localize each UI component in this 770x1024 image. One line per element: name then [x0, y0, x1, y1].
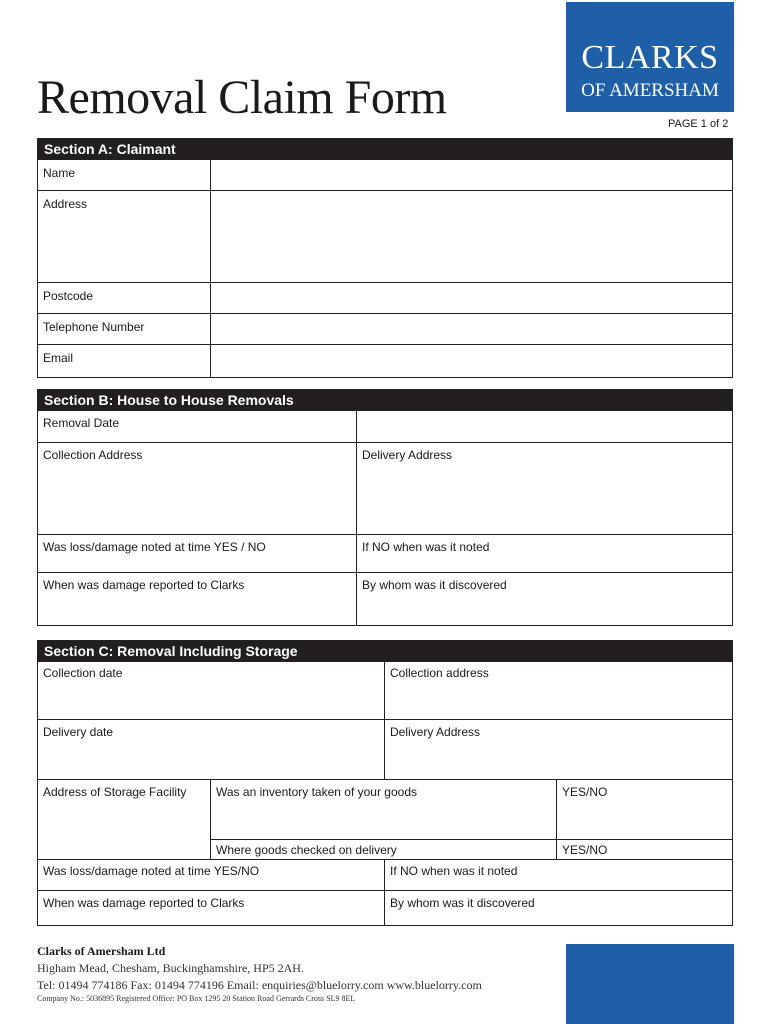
delivery-address-field[interactable] [385, 720, 732, 779]
collection-date-label: Collection date [43, 666, 123, 680]
telephone-label: Telephone Number [43, 320, 145, 334]
reported-field[interactable] [38, 573, 356, 625]
collection-address-field[interactable] [385, 662, 732, 719]
postcode-label: Postcode [43, 289, 94, 303]
loss-noted-label: Was loss/damage noted at time YES/NO [43, 864, 260, 878]
postcode-field[interactable] [210, 283, 732, 313]
email-field[interactable] [210, 345, 732, 376]
section-a-claimant [37, 138, 733, 378]
logo-text-clarks: CLARKS [581, 39, 719, 76]
discovered-field[interactable] [385, 891, 732, 925]
if-no-label: If NO when was it noted [362, 540, 490, 554]
loss-noted-field[interactable] [38, 535, 356, 572]
delivery-date-field[interactable] [38, 720, 384, 779]
reported-field[interactable] [38, 891, 384, 925]
address-field[interactable] [210, 191, 732, 282]
footer-address: Higham Mead, Chesham, Buckinghamshire, HP5 2AH. [37, 961, 304, 975]
delivery-date-label: Delivery date [43, 725, 114, 739]
if-no-field[interactable] [385, 860, 732, 890]
if-no-label: If NO when was it noted [390, 864, 518, 878]
checked-yesno-field[interactable] [557, 840, 732, 859]
footer-company-name: Clarks of Amersham Ltd [37, 944, 166, 958]
removal-date-field[interactable] [38, 411, 356, 442]
collection-address-label: Collection Address [43, 448, 143, 462]
checked-label: Where goods checked on delivery [216, 843, 397, 857]
discovered-label: By whom was it discovered [390, 896, 535, 910]
page-number: PAGE 1 of 2 [668, 118, 729, 130]
collection-date-field[interactable] [38, 662, 384, 719]
loss-noted-label: Was loss/damage noted at time YES / NO [43, 540, 266, 554]
address-label: Address [43, 197, 88, 211]
form-title: Removal Claim Form [37, 71, 447, 124]
discovered-label: By whom was it discovered [362, 578, 507, 592]
delivery-address-label: Delivery Address [362, 448, 453, 462]
name-label: Name [43, 166, 76, 180]
collection-address-field[interactable] [38, 443, 356, 534]
logo-text-amersham: OF AMERSHAM [581, 80, 719, 101]
section-b-heading: Section B: House to House Removals [38, 390, 732, 411]
inventory-yesno-label: YES/NO [562, 785, 608, 799]
delivery-address-field[interactable] [357, 443, 732, 534]
reported-label: When was damage reported to Clarks [43, 896, 245, 910]
inventory-yesno-field[interactable] [557, 780, 732, 839]
removal-date-extra-field[interactable] [357, 411, 732, 442]
collection-address-label: Collection address [390, 666, 489, 680]
name-field[interactable] [210, 160, 732, 190]
section-c-heading: Section C: Removal Including Storage [38, 641, 732, 662]
footer-registration: Company No.: 5036895 Registered Office: PO Box 1295 20 Station Road Gerrards Cross SL9 8EL [37, 994, 356, 1003]
checked-field[interactable] [211, 840, 556, 859]
inventory-field[interactable] [211, 780, 556, 839]
loss-noted-field[interactable] [38, 860, 384, 890]
email-label: Email [43, 351, 74, 365]
delivery-address-label: Delivery Address [390, 725, 481, 739]
if-no-field[interactable] [357, 535, 732, 572]
checked-yesno-label: YES/NO [562, 843, 608, 857]
reported-label: When was damage reported to Clarks [43, 578, 245, 592]
footer-contact: Tel: 01494 774186 Fax: 01494 774196 Email: enquiries@bluelorry.com www.bluelorry.com [37, 978, 482, 992]
inventory-label: Was an inventory taken of your goods [216, 785, 417, 799]
footer-brand-block [566, 944, 734, 1024]
storage-facility-label: Address of Storage Facility [43, 785, 187, 799]
telephone-field[interactable] [210, 314, 732, 344]
removal-date-label: Removal Date [43, 416, 120, 430]
storage-facility-field[interactable] [38, 780, 210, 859]
section-c-storage [37, 640, 733, 926]
section-a-heading: Section A: Claimant [38, 139, 732, 160]
discovered-field[interactable] [357, 573, 732, 625]
section-b-house-removals [37, 389, 733, 626]
company-logo [566, 2, 734, 112]
